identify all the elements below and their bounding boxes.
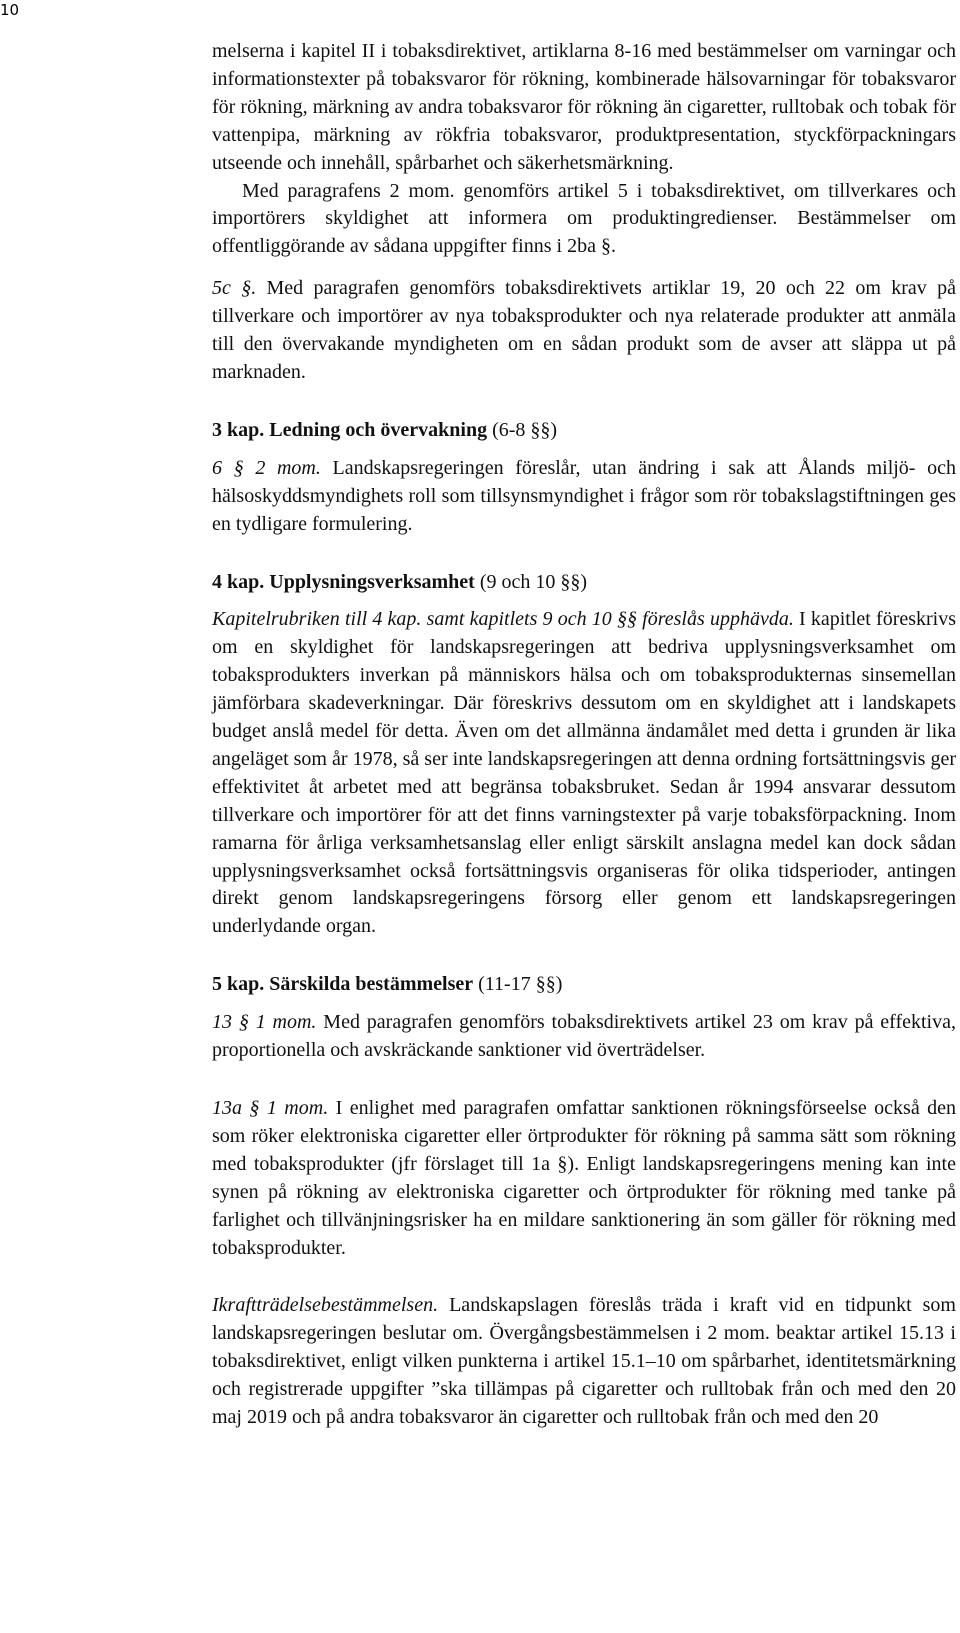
section-ref-13: 13 § 1 mom. bbox=[212, 1011, 317, 1034]
paragraph-chapter-4-text: I kapitlet föreskrivs om en skyldighet för landskapsregeringen att bedriva upplysningsverksamhet om tobaksprodukters inverkan på människors hälsa och om tobaksprodukternas sinsemellan jämförbara skadeverkningar. Där föreskrivs dessutom om en skyldighet att i landskapets budget anslå medel för detta. Även om det allmänna ändamålet med detta i grunden är lika angeläget som år 1978, så ser inte landskapsregeringen att denna ordning fortsättningsvis ger effektivitet åt arbetet med att begränsa tobaksbruket. Sedan år 1994 ansvarar dessutom tillverkare och importörer för att det finns varningstexter på varje tobaksförpackning. Inom ramarna för årliga verksamhetsanslag eller enligt särskilt anslagna medel kan dock sådan upplysningsverksamhet också fortsättningsvis organiseras för olika tidsperioder, antingen direkt genom landskapsregeringens försorg eller genom ett landskapsregeringen underlydande organ. bbox=[212, 608, 957, 938]
chapter-heading-3-range: (6-8 §§) bbox=[487, 418, 558, 441]
chapter-heading-4-title: 4 kap. Upplysningsverksamhet bbox=[212, 570, 475, 593]
paragraph-ikrafttradande-text: Landskapslagen föreslås träda i kraft vid en tidpunkt som landskapsregeringen beslutar om. Övergångsbestämmelsen i 2 mom. beaktar artikel 15.13 i tobaksdirektivet, enligt vilken punkterna i artikel 15.1–10 om spårbarhet, identitetsmärkning och registrerade uppgifter ”ska tillämpas på cigaretter och rulltobak från och med den 20 maj 2019 och på andra tobaksvaror än cigaretter och rulltobak från och med den 20 bbox=[212, 1294, 956, 1429]
chapter-heading-5-range: (11-17 §§) bbox=[473, 973, 563, 996]
paragraph-5c bbox=[212, 275, 956, 387]
paragraph-chapter-4 bbox=[212, 606, 956, 941]
chapter-heading-3 bbox=[212, 417, 956, 445]
document-body bbox=[212, 38, 956, 1432]
paragraph-13a-text: I enlighet med paragrafen omfattar sanktionen rökningsförseelse också den som röker elektroniska cigaretter eller örtprodukter för rökning på samma sätt som rökning med tobaksprodukter (jfr förslaget till 1a §). Enligt landskapsregeringens mening kan inte synen på rökning av elektroniska cigaretter och örtprodukter för rökning med tanke på farlighet och tillvänjningsrisker ha en mildare sanktionering än som gäller för rökning med tobaksprodukter. bbox=[212, 1097, 957, 1259]
section-ref-6: 6 § 2 mom. bbox=[212, 456, 321, 479]
chapter-heading-5 bbox=[212, 971, 956, 999]
section-ref-13a: 13a § 1 mom. bbox=[212, 1097, 329, 1119]
chapter-4-repeal-note: Kapitelrubriken till 4 kap. samt kapitlets 9 och 10 §§ föreslås upphävda. bbox=[212, 608, 794, 631]
paragraph-13-text: Med paragrafen genomförs tobaksdirektivets artikel 23 om krav på effektiva, proportionella och avskräckande sanktioner vid överträdelser. bbox=[212, 1011, 956, 1062]
paragraph-ikrafttradande bbox=[212, 1292, 956, 1432]
paragraph-5c-text: Med paragrafen genomförs tobaksdirektivets artiklar 19, 20 och 22 om krav på tillverkare och importörer av nya tobaksprodukter och nya relaterade produkter att anmäla till den övervakande myndigheten om en sådan produkt som de avser att släppa ut på marknaden. bbox=[212, 277, 956, 383]
chapter-heading-4-range: (9 och 10 §§) bbox=[474, 570, 588, 593]
chapter-heading-3-title: 3 kap. Ledning och övervakning bbox=[212, 418, 488, 441]
paragraph-6 bbox=[212, 455, 956, 539]
page-number: 10 bbox=[0, 1, 20, 19]
paragraph-continuation: melserna i kapitel II i tobaksdirektivet, artiklarna 8-16 med bestämmelser om varningar och informationstexter på tobaksvaror för rökning, kombinerade hälsovarningar för tobaksvaror för rökning, märkning av andra tobaksvaror för rökning än cigaretter, rulltobak och tobak för vattenpipa, märkning av rökfria tobaksvaror, produktpresentation, styckförpackningars utseende och innehåll, spårbarhet och säkerhetsmärkning. bbox=[212, 40, 956, 174]
chapter-heading-4 bbox=[212, 569, 956, 597]
section-ref-ikrafttradande: Ikraftträdelsebestämmelsen. bbox=[212, 1294, 439, 1317]
chapter-heading-5-title: 5 kap. Särskilda bestämmelser bbox=[212, 973, 474, 996]
paragraph-13a bbox=[212, 1095, 956, 1262]
paragraph-6-text: Landskapsregeringen föreslår, utan ändring i sak att Ålands miljö- och hälsoskyddsmyndighets roll som tillsynsmyndighet i frågor som rör tobakslagstiftningen ges en tydligare formulering. bbox=[212, 456, 957, 535]
section-ref-5c: 5c §. bbox=[212, 277, 257, 300]
paragraph-13 bbox=[212, 1009, 956, 1065]
paragraph-2-mom: Med paragrafens 2 mom. genomförs artikel 5 i tobaksdirektivet, om tillverkares och importörers skyldighet att informera om produktingredienser. Bestämmelser om offentliggörande av sådana uppgifter finns i 2ba §. bbox=[212, 179, 956, 258]
